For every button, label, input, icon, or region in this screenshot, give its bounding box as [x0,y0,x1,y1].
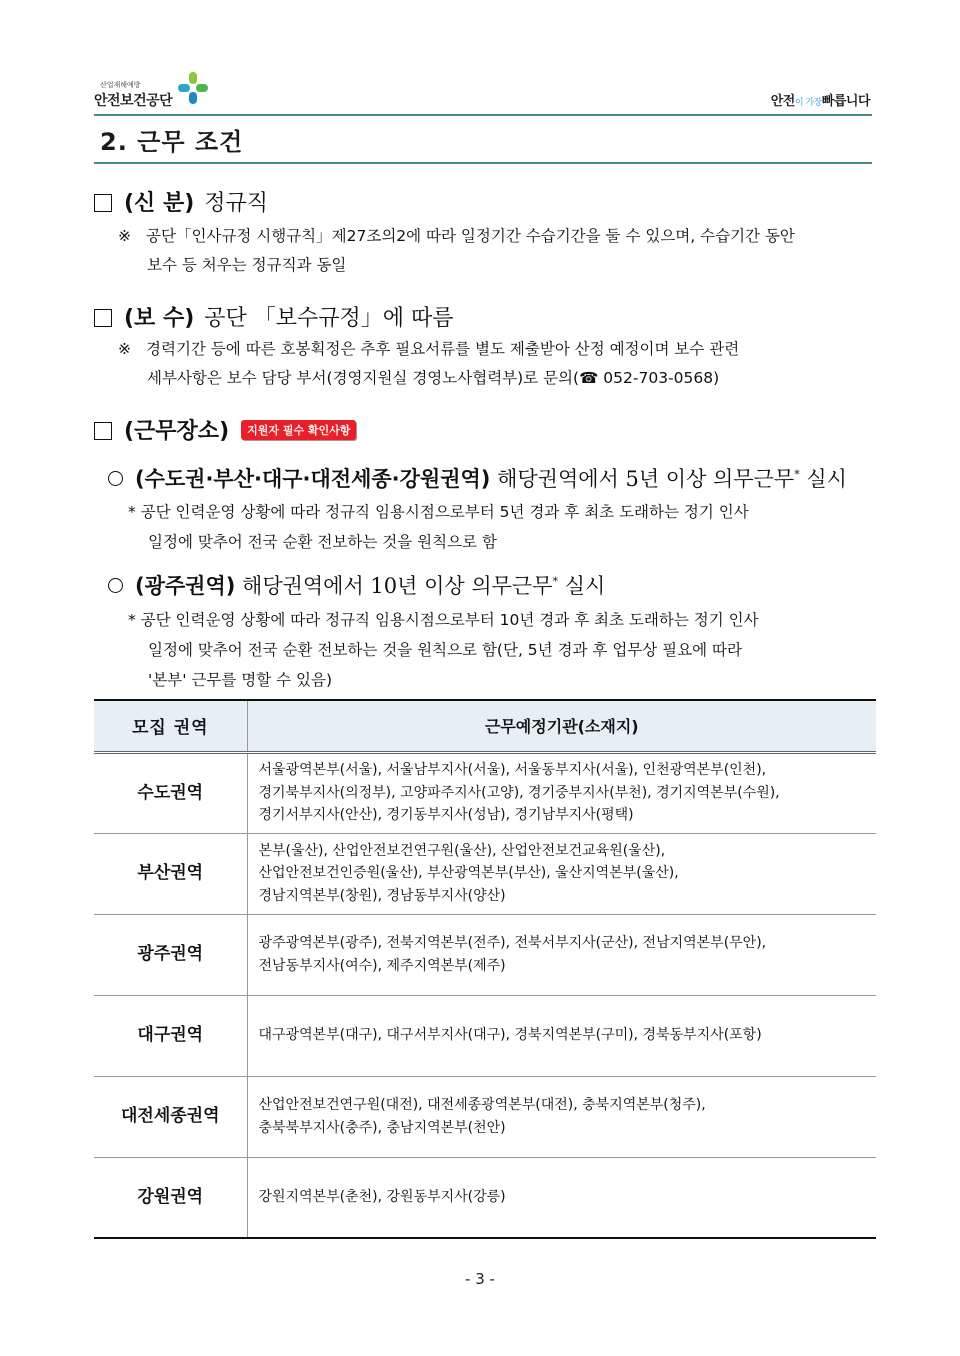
required-check-badge: 지원자 필수 확인사항 [241,420,356,440]
workplace-item1-heading [108,463,847,493]
office-line: 산업안전보건인증원(울산), 부산광역본부(부산), 울산지역본부(울산), [258,865,679,882]
column-header-offices: 근무예정기관(소재지) [247,700,876,752]
pay-note-line2: 세부사항은 보수 담당 부서(경영지원실 경영노사협력부)로 문의(☎ 052-703-0568) [147,369,720,387]
office-list [247,1157,876,1238]
slogan-part-3: 빠릅니다 [821,94,870,109]
region-name: 강원권역 [94,1157,247,1238]
note-mark: ※ [118,227,131,245]
item1-tail: 실시 [806,467,847,491]
logo-title: 안전보건공단 [94,93,173,109]
office-line: 경기북부지사(의정부), 고양파주지사(고양), 경기중부지사(부천), 경기지역본부(수원), [258,784,780,801]
slogan-part-2: 이 가장 [794,98,822,108]
table-row [94,752,876,833]
pay-heading [94,301,454,332]
workplace-heading [94,414,356,445]
office-list [247,833,876,914]
checkbox-square-icon [94,309,112,327]
workplace-item2-heading [108,570,605,600]
item2-note [128,605,870,695]
office-line: 강원지역본부(춘천), 강원동부지사(강릉) [258,1189,506,1205]
region-name: 수도권역 [94,752,247,833]
item2-tail: 실시 [564,574,606,598]
item2-note-line1: 공단 인력운영 상황에 따라 정규직 임용시점으로부터 10년 경과 후 최초 도래하는 정기 인사 [140,611,759,629]
office-line: 경기서부지사(안산), 경기동부지사(성남), 경기남부지사(평택) [258,807,634,824]
status-note-line1: 공단「인사규정 시행규칙」제27조의2에 따라 일정기간 수습기간을 둘 수 있으며, 수습기간 동안 [146,227,795,245]
checkbox-square-icon [94,194,112,212]
note-mark: ※ [118,340,131,358]
column-header-region: 모집 권역 [94,700,247,752]
region-name: 대전세종권역 [94,1076,247,1157]
table-header-row [94,700,876,752]
circle-bullet-icon [108,471,123,486]
pay-label: (보 수) [124,306,195,331]
office-line: 경남지역본부(창원), 경남동부지사(양산) [258,887,506,904]
slogan [771,90,870,109]
office-line: 서울광역본부(서울), 서울남부지사(서울), 서울동부지사(서울), 인천광역본부(인천), [258,762,767,779]
item1-note-line2: 일정에 맞추어 전국 순환 전보하는 것을 원칙으로 함 [148,533,497,551]
item2-note-line3: '본부' 근무를 명할 수 있음) [148,671,333,689]
office-line: 본부(울산), 산업안전보건연구원(울산), 산업안전보건교육원(울산), [258,842,666,859]
status-label: (신 분) [124,191,195,216]
page-header [94,68,872,116]
item1-note [128,497,870,557]
item2-label: (광주권역) [135,574,236,598]
item2-sup: * [552,575,558,588]
section-title: 2. 근무 조건 [100,128,244,156]
item1-note-line1: 공단 인력운영 상황에 따라 정규직 임용시점으로부터 5년 경과 후 최초 도래하는 정기 인사 [140,503,749,521]
page-number: - 3 - [465,1270,495,1288]
table-row [94,1157,876,1238]
region-table [94,699,876,1239]
note-mark: * [128,611,136,629]
office-list [247,914,876,995]
status-text: 정규직 [204,191,269,216]
region-name: 부산권역 [94,833,247,914]
cross-logo-icon [178,72,208,106]
pay-note-line1: 경력기간 등에 따른 호봉획정은 추후 필요서류를 별도 제출받아 산정 예정이며 보수 관련 [146,340,740,358]
item1-sup: * [794,468,800,481]
office-line: 대구광역본부(대구), 대구서부지사(대구), 경북지역본부(구미), 경북동부지사(포항) [258,1027,762,1044]
slogan-part-1: 안전 [770,94,795,109]
pay-note [118,335,870,393]
status-note-line2: 보수 등 처우는 정규직과 동일 [147,256,347,274]
region-name: 광주권역 [94,914,247,995]
item1-text: 해당권역에서 5년 이상 의무근무 [497,467,795,491]
office-list [247,995,876,1076]
table-row [94,833,876,914]
logo-subtitle: 산업재해예방 [100,81,141,89]
region-name: 대구권역 [94,995,247,1076]
table-row [94,1076,876,1157]
office-list [247,752,876,833]
table-row [94,995,876,1076]
item1-label: (수도권·부산·대구·대전세종·강원권역) [135,467,491,491]
pay-text: 공단 「보수규정」에 따름 [204,306,454,331]
status-note [118,222,870,280]
checkbox-square-icon [94,422,112,440]
office-list [247,1076,876,1157]
office-line: 충북북부지사(충주), 충남지역본부(천안) [258,1119,506,1136]
status-heading [94,186,268,217]
item2-note-line2: 일정에 맞추어 전국 순환 전보하는 것을 원칙으로 함(단, 5년 경과 후 업무상 필요에 따라 [148,641,742,659]
circle-bullet-icon [108,578,123,593]
office-line: 광주광역본부(광주), 전북지역본부(전주), 전북서부지사(군산), 전남지역본부(무안), [258,935,767,951]
office-line: 전남동부지사(여수), 제주지역본부(제주) [258,957,506,974]
item2-text: 해당권역에서 10년 이상 의무근무 [242,574,553,598]
note-mark: * [128,503,136,521]
office-line: 산업안전보건연구원(대전), 대전세종광역본부(대전), 충북지역본부(청주), [258,1097,706,1113]
table-row [94,914,876,995]
workplace-label: (근무장소) [124,419,230,444]
title-divider [94,162,872,164]
